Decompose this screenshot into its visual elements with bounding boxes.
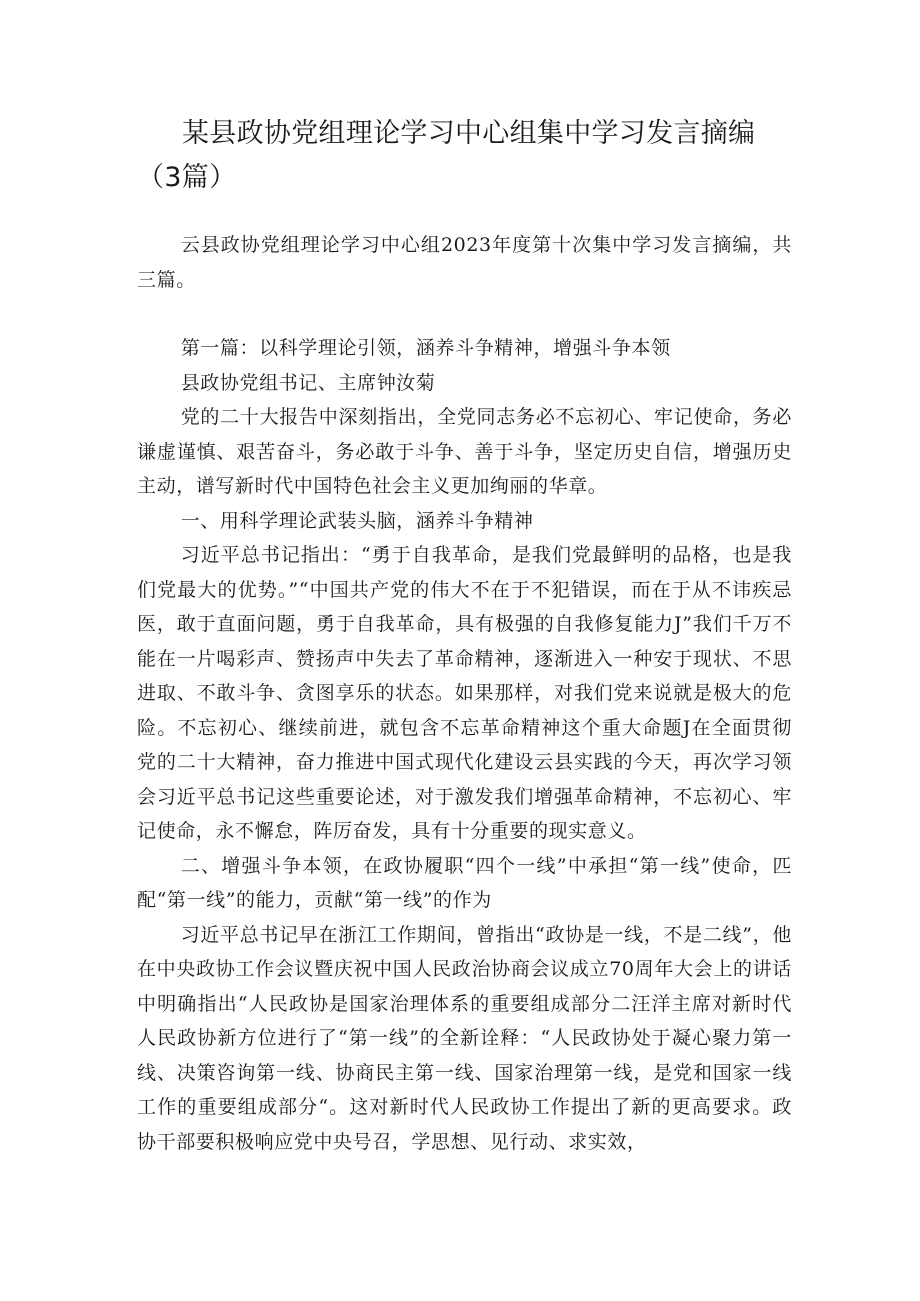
- body-paragraph: 习近平总书记指出：“勇于自我革命，是我们党最鲜明的品格，也是我们党最大的优势。”“中国共产党的伟大不在于不犯错误，而在于从不讳疾忌医，敢于直面问题，勇于自我革命，具有极强的自我修复能力J”我们千万不能在一片喝彩声、赞扬声中失去了革命精神，逐渐进入一种安于现状、不思进取、不敢斗争、贪图享乐的状态。如果那样，对我们党来说就是极大的危险。不忘初心、继续前进，就包含不忘革命精神这个重大命题J在全面贯彻党的二十大精神，奋力推进中国式现代化建设云县实践的今天，再次学习领会习近平总书记这些重要论述，对于激发我们增强革命精神，不忘初心、牢记使命，永不懈怠，阵厉奋发，具有十分重要的现实意义。: [137, 544, 792, 842]
- intro-paragraph: 云县政协党组理论学习中心组2023年度第十次集中学习发言摘编，共三篇。: [137, 234, 792, 291]
- part-one-heading: 第一篇：以科学理论引领，涵养斗争精神，增强斗争本领: [180, 337, 671, 359]
- section-heading-2: 二、增强斗争本领，在政协履职“四个一线”中承担“第一线”使命，匹配“第一线”的能力，贡献“第一线”的作为: [137, 854, 792, 911]
- speaker-line: 县政协党组书记、主席钟汝菊: [180, 371, 436, 394]
- section-heading-1: 一、用科学理论武装头脑，涵养斗争精神: [180, 509, 534, 532]
- body-paragraph: 党的二十大报告中深刻指出，全党同志务必不忘初心、牢记使命，务必谦虚谨慎、艰苦奋斗，务必敢于斗争、善于斗争，坚定历史自信，增强历史主动，谱写新时代中国特色社会主义更加绚丽的华章。: [137, 406, 792, 497]
- document-title: 某县政协党组理论学习中心组集中学习发言摘编（3篇）: [137, 118, 756, 193]
- body-paragraph: 习近平总书记早在浙江工作期间，曾指出“政协是一线，不是二线”，他在中央政协工作会议暨庆祝中国人民政治协商会议成立70周年大会上的讲话中明确指出“人民政协是国家治理体系的重要组成部分二汪洋主席对新时代人民政协新方位进行了“第一线”的全新诠释：“人民政协处于凝心聚力第一线、决策咨询第一线、协商民主第一线、国家治理第一线，是党和国家一线工作的重要组成部分“。这对新时代人民政协工作提出了新的更高要求。政协干部要积极响应党中央号召，学思想、见行动、求实效，: [137, 923, 792, 1153]
- document-body: [137, 228, 792, 1159]
